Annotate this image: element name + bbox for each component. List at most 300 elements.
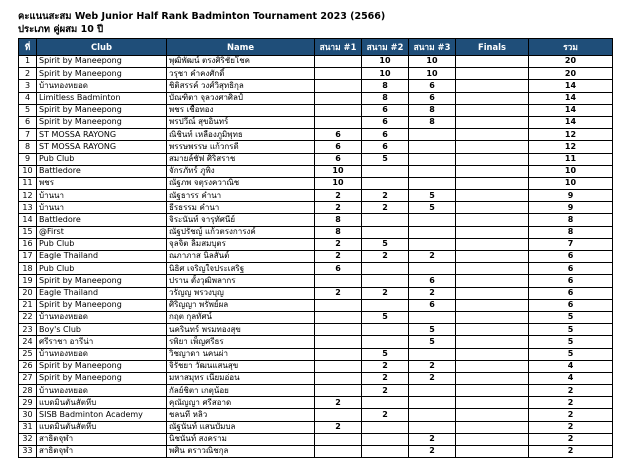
header-no: ที่ xyxy=(19,39,37,56)
cell-finals xyxy=(456,104,529,116)
cell-round-2: 2 xyxy=(362,251,409,263)
cell-finals xyxy=(456,92,529,104)
cell-round-2: 5 xyxy=(362,348,409,360)
cell-club: Battledore xyxy=(37,165,167,177)
cell-round-3: 8 xyxy=(409,116,456,128)
cell-round-3 xyxy=(409,214,456,226)
cell-club: ST MOSSA RAYONG xyxy=(37,129,167,141)
cell-total: 2 xyxy=(529,433,613,445)
cell-rank-no: 17 xyxy=(19,251,37,263)
cell-round-2 xyxy=(362,226,409,238)
cell-finals xyxy=(456,372,529,384)
table-row xyxy=(19,165,613,177)
cell-player-name: จักรภัทร์ ภูพิง xyxy=(167,165,315,177)
cell-finals xyxy=(456,165,529,177)
cell-round-3: 5 xyxy=(409,324,456,336)
cell-round-3 xyxy=(409,421,456,433)
cell-round-1: 10 xyxy=(315,177,362,189)
header xyxy=(18,10,385,36)
cell-total: 6 xyxy=(529,287,613,299)
cell-round-1 xyxy=(315,80,362,92)
table-row xyxy=(19,116,613,128)
cell-finals xyxy=(456,409,529,421)
cell-round-3: 5 xyxy=(409,336,456,348)
cell-rank-no: 20 xyxy=(19,287,37,299)
cell-round-1 xyxy=(315,409,362,421)
cell-finals xyxy=(456,190,529,202)
cell-round-3 xyxy=(409,141,456,153)
cell-total: 2 xyxy=(529,421,613,433)
cell-finals xyxy=(456,385,529,397)
table-row xyxy=(19,433,613,445)
cell-rank-no: 30 xyxy=(19,409,37,421)
cell-round-3 xyxy=(409,397,456,409)
cell-round-3: 2 xyxy=(409,433,456,445)
cell-player-name: ณิชินท์ เหลืองภูมิพุทธ xyxy=(167,129,315,141)
cell-rank-no: 22 xyxy=(19,311,37,323)
cell-club: Eagle Thailand xyxy=(37,251,167,263)
cell-finals xyxy=(456,238,529,250)
table-row xyxy=(19,397,613,409)
cell-player-name: ปราน ตั้งวุฒิพลากร xyxy=(167,275,315,287)
header-round-1: สนาม #1 xyxy=(315,39,362,56)
cell-total: 8 xyxy=(529,214,613,226)
cell-round-1 xyxy=(315,56,362,68)
cell-round-3: 2 xyxy=(409,287,456,299)
cell-club: สาธิตจุฬา xyxy=(37,446,167,458)
cell-round-2 xyxy=(362,214,409,226)
cell-finals xyxy=(456,129,529,141)
cell-finals xyxy=(456,56,529,68)
cell-finals xyxy=(456,80,529,92)
cell-round-3 xyxy=(409,348,456,360)
cell-total: 8 xyxy=(529,226,613,238)
cell-round-1: 2 xyxy=(315,421,362,433)
cell-finals xyxy=(456,263,529,275)
cell-round-3: 6 xyxy=(409,275,456,287)
cell-finals xyxy=(456,421,529,433)
table-row xyxy=(19,372,613,384)
cell-round-1: 6 xyxy=(315,153,362,165)
cell-club: แบดมินตันสัตหีบ xyxy=(37,421,167,433)
table-row xyxy=(19,214,613,226)
cell-round-2: 6 xyxy=(362,104,409,116)
header-club: Club xyxy=(37,39,167,56)
cell-round-3 xyxy=(409,165,456,177)
cell-round-2 xyxy=(362,336,409,348)
cell-total: 10 xyxy=(529,177,613,189)
cell-finals xyxy=(456,311,529,323)
cell-round-1 xyxy=(315,433,362,445)
cell-club: Pub Club xyxy=(37,238,167,250)
cell-club: บ้านทองหยอด xyxy=(37,311,167,323)
cell-round-2: 6 xyxy=(362,129,409,141)
cell-round-3: 6 xyxy=(409,80,456,92)
cell-club: @First xyxy=(37,226,167,238)
cell-round-1 xyxy=(315,348,362,360)
cell-round-1: 2 xyxy=(315,202,362,214)
cell-finals xyxy=(456,214,529,226)
header-finals: Finals xyxy=(456,39,529,56)
cell-round-2 xyxy=(362,263,409,275)
cell-round-3 xyxy=(409,311,456,323)
cell-round-1 xyxy=(315,372,362,384)
cell-round-2 xyxy=(362,275,409,287)
cell-club: บ้านทองหยอด xyxy=(37,80,167,92)
cell-round-2: 5 xyxy=(362,311,409,323)
cell-club: Spirit by Maneepong xyxy=(37,104,167,116)
cell-total: 2 xyxy=(529,397,613,409)
cell-player-name: ธีรธรรม คำนา xyxy=(167,202,315,214)
table-row xyxy=(19,153,613,165)
cell-player-name: ชลนที หลิว xyxy=(167,409,315,421)
cell-round-1 xyxy=(315,299,362,311)
table-row xyxy=(19,385,613,397)
table-row xyxy=(19,251,613,263)
cell-total: 2 xyxy=(529,446,613,458)
cell-round-2: 2 xyxy=(362,360,409,372)
cell-finals xyxy=(456,177,529,189)
cell-club: Spirit by Maneepong xyxy=(37,116,167,128)
table-row xyxy=(19,324,613,336)
cell-player-name: ณัฐปรัชญ์ แก้วตรงการงค์ xyxy=(167,226,315,238)
cell-round-1: 8 xyxy=(315,226,362,238)
cell-club: Boy's Club xyxy=(37,324,167,336)
cell-round-3: 10 xyxy=(409,56,456,68)
cell-total: 5 xyxy=(529,348,613,360)
cell-player-name: มหาสมุทร เนียมอ่อน xyxy=(167,372,315,384)
table-row xyxy=(19,263,613,275)
cell-finals xyxy=(456,226,529,238)
cell-player-name: จิระนันท์ จารุทัศนีย์ xyxy=(167,214,315,226)
cell-round-2: 2 xyxy=(362,190,409,202)
cell-rank-no: 31 xyxy=(19,421,37,433)
cell-round-2: 10 xyxy=(362,68,409,80)
cell-player-name: พรรษพรรษ แก้วกรดี xyxy=(167,141,315,153)
cell-round-2: 2 xyxy=(362,385,409,397)
cell-rank-no: 33 xyxy=(19,446,37,458)
cell-rank-no: 10 xyxy=(19,165,37,177)
cell-player-name: ณัฐธารร คำนา xyxy=(167,190,315,202)
cell-rank-no: 29 xyxy=(19,397,37,409)
table-row xyxy=(19,299,613,311)
cell-finals xyxy=(456,397,529,409)
cell-player-name: นครินทร์ พรมทองสุข xyxy=(167,324,315,336)
table-header-row xyxy=(19,39,613,56)
cell-rank-no: 5 xyxy=(19,104,37,116)
cell-club: Spirit by Maneepong xyxy=(37,372,167,384)
cell-round-2 xyxy=(362,177,409,189)
table-row xyxy=(19,275,613,287)
cell-rank-no: 16 xyxy=(19,238,37,250)
cell-finals xyxy=(456,324,529,336)
cell-round-2: 8 xyxy=(362,92,409,104)
table-row xyxy=(19,68,613,80)
cell-rank-no: 1 xyxy=(19,56,37,68)
table-row xyxy=(19,80,613,92)
cell-player-name: ชิติสรรค์ วงศ์วิสุทธิกุล xyxy=(167,80,315,92)
cell-total: 4 xyxy=(529,372,613,384)
cell-round-1: 10 xyxy=(315,165,362,177)
cell-round-3 xyxy=(409,409,456,421)
cell-total: 20 xyxy=(529,68,613,80)
cell-club: บ้านนา xyxy=(37,190,167,202)
cell-rank-no: 18 xyxy=(19,263,37,275)
cell-round-2: 2 xyxy=(362,372,409,384)
cell-finals xyxy=(456,275,529,287)
cell-round-1 xyxy=(315,311,362,323)
header-name: Name xyxy=(167,39,315,56)
cell-round-2 xyxy=(362,299,409,311)
cell-club: บ้านทองหยอด xyxy=(37,348,167,360)
cell-round-3 xyxy=(409,177,456,189)
cell-finals xyxy=(456,299,529,311)
cell-player-name: พศิน ตราวณิชกุล xyxy=(167,446,315,458)
cell-round-2: 5 xyxy=(362,153,409,165)
cell-round-3: 5 xyxy=(409,202,456,214)
cell-round-1 xyxy=(315,336,362,348)
cell-club: บ้านนา xyxy=(37,202,167,214)
cell-round-3: 10 xyxy=(409,68,456,80)
cell-club: สาธิตจุฬา xyxy=(37,433,167,445)
cell-rank-no: 26 xyxy=(19,360,37,372)
cell-player-name: ณัฐนันท์ แสนบัมบล xyxy=(167,421,315,433)
cell-round-2: 5 xyxy=(362,238,409,250)
cell-round-1: 6 xyxy=(315,129,362,141)
cell-round-1: 8 xyxy=(315,214,362,226)
cell-club: Battledore xyxy=(37,214,167,226)
cell-player-name: นิชนันท์ สงคราม xyxy=(167,433,315,445)
cell-round-3: 2 xyxy=(409,360,456,372)
header-total: รวม xyxy=(529,39,613,56)
cell-rank-no: 6 xyxy=(19,116,37,128)
cell-round-1: 2 xyxy=(315,397,362,409)
cell-rank-no: 15 xyxy=(19,226,37,238)
cell-player-name: กฤต กุลทัศน์ xyxy=(167,311,315,323)
table-row xyxy=(19,177,613,189)
cell-rank-no: 19 xyxy=(19,275,37,287)
cell-round-2: 2 xyxy=(362,409,409,421)
cell-club: Spirit by Maneepong xyxy=(37,68,167,80)
cell-round-2 xyxy=(362,324,409,336)
cell-finals xyxy=(456,287,529,299)
table-row xyxy=(19,360,613,372)
cell-total: 2 xyxy=(529,385,613,397)
cell-round-3: 6 xyxy=(409,299,456,311)
cell-round-2: 2 xyxy=(362,287,409,299)
cell-total: 6 xyxy=(529,299,613,311)
table-row xyxy=(19,190,613,202)
cell-rank-no: 3 xyxy=(19,80,37,92)
cell-club: ศรีราชา อารีน่า xyxy=(37,336,167,348)
cell-player-name: จุลจิต ลิ้มสมบุตร xyxy=(167,238,315,250)
cell-total: 5 xyxy=(529,324,613,336)
cell-rank-no: 28 xyxy=(19,385,37,397)
cell-round-1 xyxy=(315,68,362,80)
cell-rank-no: 12 xyxy=(19,190,37,202)
cell-round-3: 8 xyxy=(409,104,456,116)
cell-total: 10 xyxy=(529,165,613,177)
cell-finals xyxy=(456,202,529,214)
table-row xyxy=(19,348,613,360)
cell-round-3: 5 xyxy=(409,190,456,202)
cell-rank-no: 4 xyxy=(19,92,37,104)
cell-player-name: พชร เชื้อทอง xyxy=(167,104,315,116)
cell-total: 14 xyxy=(529,104,613,116)
cell-round-1 xyxy=(315,104,362,116)
cell-club: พชร xyxy=(37,177,167,189)
cell-round-2: 6 xyxy=(362,141,409,153)
cell-round-2: 6 xyxy=(362,116,409,128)
cell-round-3 xyxy=(409,129,456,141)
cell-total: 14 xyxy=(529,80,613,92)
cell-rank-no: 8 xyxy=(19,141,37,153)
cell-club: Spirit by Maneepong xyxy=(37,360,167,372)
cell-round-2 xyxy=(362,165,409,177)
table-row xyxy=(19,336,613,348)
cell-total: 14 xyxy=(529,92,613,104)
cell-rank-no: 14 xyxy=(19,214,37,226)
cell-club: Eagle Thailand xyxy=(37,287,167,299)
cell-rank-no: 25 xyxy=(19,348,37,360)
table-row xyxy=(19,287,613,299)
cell-total: 6 xyxy=(529,251,613,263)
cell-rank-no: 13 xyxy=(19,202,37,214)
cell-round-2: 2 xyxy=(362,202,409,214)
cell-round-3: 6 xyxy=(409,92,456,104)
cell-round-1 xyxy=(315,92,362,104)
cell-club: Limitless Badminton xyxy=(37,92,167,104)
cell-player-name: จิรัชยา วัฒนแสนสุข xyxy=(167,360,315,372)
cell-total: 20 xyxy=(529,56,613,68)
cell-round-3 xyxy=(409,385,456,397)
cell-round-1 xyxy=(315,385,362,397)
cell-round-3: 2 xyxy=(409,446,456,458)
cell-player-name: รพิยา เพ็ญศรีธร xyxy=(167,336,315,348)
cell-total: 14 xyxy=(529,116,613,128)
cell-round-2 xyxy=(362,433,409,445)
cell-player-name: คุณัญญา ศรีสอาด xyxy=(167,397,315,409)
cell-round-1 xyxy=(315,360,362,372)
cell-player-name: วรัญญ พรวงบุญ xyxy=(167,287,315,299)
cell-player-name: ณัฐภพ จตุรงควาณิช xyxy=(167,177,315,189)
table-row xyxy=(19,141,613,153)
cell-round-2 xyxy=(362,421,409,433)
table-body xyxy=(19,56,613,458)
cell-total: 2 xyxy=(529,409,613,421)
table-row xyxy=(19,202,613,214)
cell-player-name: วิชญาดา นคนผ่า xyxy=(167,348,315,360)
cell-rank-no: 7 xyxy=(19,129,37,141)
cell-round-2 xyxy=(362,397,409,409)
cell-total: 11 xyxy=(529,153,613,165)
cell-finals xyxy=(456,153,529,165)
cell-total: 5 xyxy=(529,336,613,348)
cell-player-name: พุฒิพัฒน์ ตรงศิริชัยโชค xyxy=(167,56,315,68)
cell-finals xyxy=(456,251,529,263)
cell-round-1: 6 xyxy=(315,263,362,275)
document-title: คะแนนสะสม Web Junior Half Rank Badminton Tournament 2023 (2566) xyxy=(18,11,386,22)
table-row xyxy=(19,409,613,421)
header-round-2: สนาม #2 xyxy=(362,39,409,56)
cell-rank-no: 2 xyxy=(19,68,37,80)
cell-player-name: วรุชา คำคงศักดิ์ xyxy=(167,68,315,80)
table-row xyxy=(19,311,613,323)
cell-player-name: ณภาภาส นิลสันต์ xyxy=(167,251,315,263)
cell-round-1: 6 xyxy=(315,141,362,153)
cell-total: 9 xyxy=(529,190,613,202)
cell-club: บ้านทองหยอด xyxy=(37,385,167,397)
table-row xyxy=(19,238,613,250)
cell-club: Spirit by Maneepong xyxy=(37,299,167,311)
cell-round-3 xyxy=(409,226,456,238)
category-subtitle: ประเภท คู่ผสม 10 ปี xyxy=(18,24,104,35)
cell-round-1: 2 xyxy=(315,251,362,263)
table-row xyxy=(19,56,613,68)
cell-club: Pub Club xyxy=(37,153,167,165)
cell-total: 7 xyxy=(529,238,613,250)
cell-rank-no: 27 xyxy=(19,372,37,384)
table-row xyxy=(19,421,613,433)
cell-round-1: 2 xyxy=(315,190,362,202)
cell-total: 6 xyxy=(529,275,613,287)
cell-round-1: 2 xyxy=(315,287,362,299)
cell-player-name: ศิริญญา พรัพย์ผล xyxy=(167,299,315,311)
cell-club: Spirit by Maneepong xyxy=(37,56,167,68)
cell-total: 6 xyxy=(529,263,613,275)
cell-club: Pub Club xyxy=(37,263,167,275)
cell-player-name: กัลย์ชิตา เกตุน้อย xyxy=(167,385,315,397)
cell-rank-no: 11 xyxy=(19,177,37,189)
cell-rank-no: 9 xyxy=(19,153,37,165)
cell-round-3 xyxy=(409,153,456,165)
cell-round-3 xyxy=(409,238,456,250)
cell-round-3: 2 xyxy=(409,372,456,384)
cell-round-1 xyxy=(315,116,362,128)
cell-total: 9 xyxy=(529,202,613,214)
cell-player-name: บัณฑิตา จุลวงศาศิลป์ xyxy=(167,92,315,104)
cell-total: 4 xyxy=(529,360,613,372)
ranking-table xyxy=(18,38,613,458)
cell-finals xyxy=(456,433,529,445)
cell-rank-no: 32 xyxy=(19,433,37,445)
cell-rank-no: 24 xyxy=(19,336,37,348)
cell-player-name: พรปวีณ์ สุขอินทร์ xyxy=(167,116,315,128)
cell-player-name: นิธิศ เจริญใจประเสริฐ xyxy=(167,263,315,275)
table-row xyxy=(19,129,613,141)
cell-club: แบดมินตันสัตหีบ xyxy=(37,397,167,409)
cell-finals xyxy=(456,360,529,372)
cell-finals xyxy=(456,141,529,153)
cell-total: 12 xyxy=(529,141,613,153)
cell-club: SISB Badminton Academy xyxy=(37,409,167,421)
table-row xyxy=(19,92,613,104)
cell-round-3 xyxy=(409,263,456,275)
header-round-3: สนาม #3 xyxy=(409,39,456,56)
cell-finals xyxy=(456,336,529,348)
cell-finals xyxy=(456,68,529,80)
cell-player-name: สมายล์ชัฟ ศิริสราช xyxy=(167,153,315,165)
cell-round-1: 2 xyxy=(315,238,362,250)
table-row xyxy=(19,104,613,116)
cell-rank-no: 21 xyxy=(19,299,37,311)
cell-total: 12 xyxy=(529,129,613,141)
cell-club: Spirit by Maneepong xyxy=(37,275,167,287)
cell-finals xyxy=(456,348,529,360)
cell-round-1 xyxy=(315,324,362,336)
cell-club: ST MOSSA RAYONG xyxy=(37,141,167,153)
cell-finals xyxy=(456,116,529,128)
